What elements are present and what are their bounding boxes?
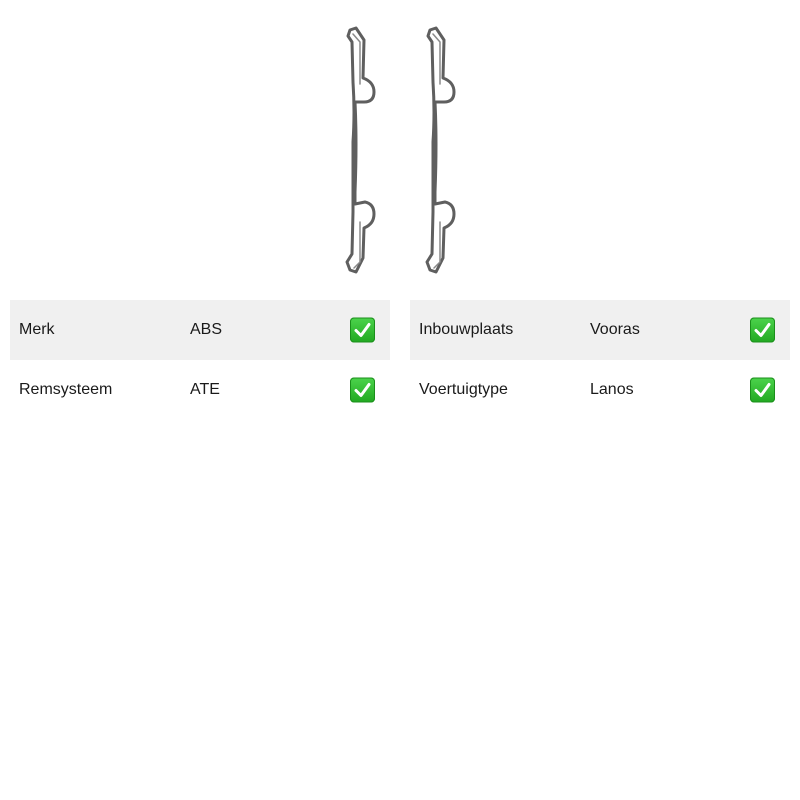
spec-table-left	[10, 300, 390, 420]
spec-label: Voertuigtype	[419, 381, 508, 398]
spec-value: Vooras	[590, 321, 640, 338]
check-icon	[350, 378, 375, 403]
spec-row-voertuigtype	[410, 360, 790, 420]
spec-label: Merk	[19, 321, 55, 338]
spec-table-right	[410, 300, 790, 420]
spec-label: Remsysteem	[19, 381, 113, 398]
spec-row-remsysteem	[10, 360, 390, 420]
spec-row-merk	[10, 300, 390, 360]
spec-value: Lanos	[590, 381, 634, 398]
spec-value: ATE	[190, 381, 220, 398]
check-icon	[350, 318, 375, 343]
spec-label: Inbouwplaats	[419, 321, 514, 338]
spec-row-inbouwplaats	[410, 300, 790, 360]
check-icon	[750, 378, 775, 403]
spec-value: ABS	[190, 321, 223, 338]
product-image	[330, 22, 470, 280]
check-icon	[750, 318, 775, 343]
